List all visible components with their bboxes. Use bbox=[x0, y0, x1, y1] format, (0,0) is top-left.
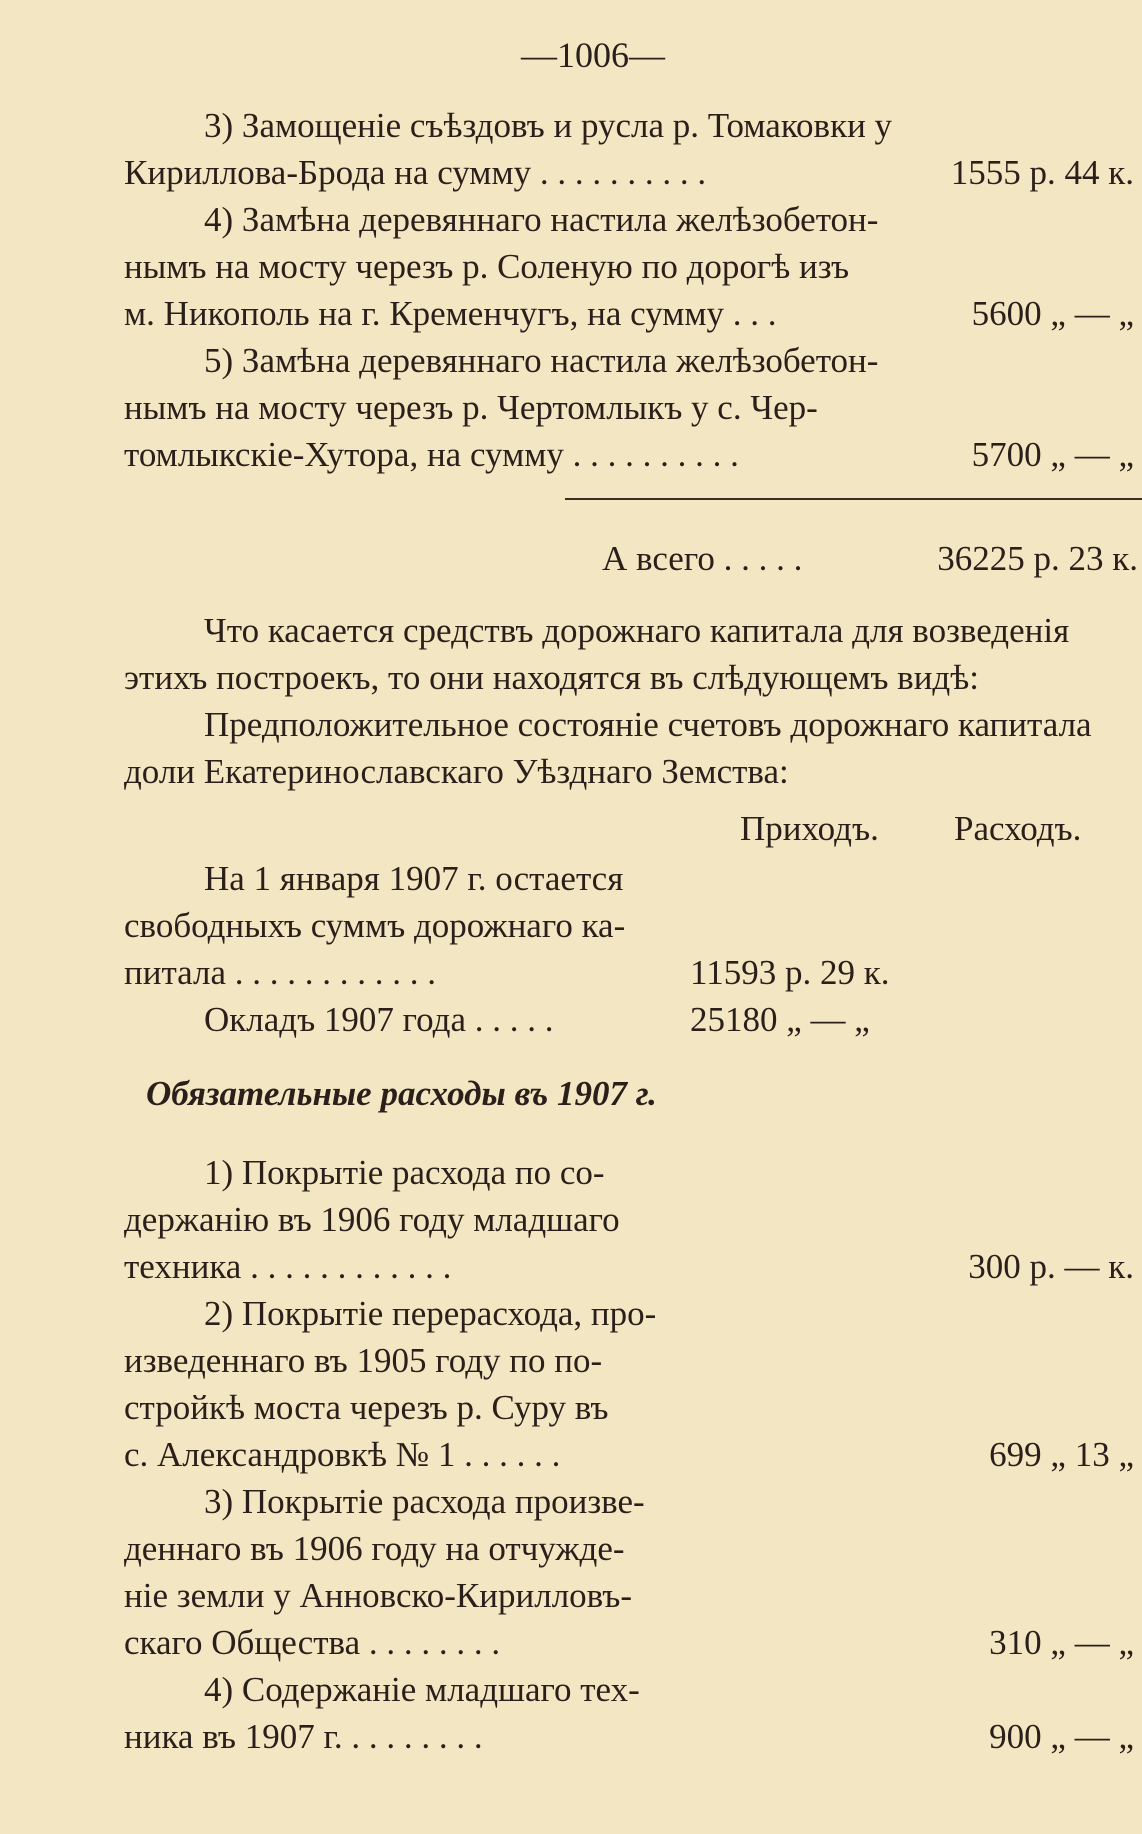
total-label: А всего . . . . . bbox=[602, 539, 803, 578]
item-5-line-1: 5) Замѣна деревяннаго настила желѣзобетон- bbox=[204, 341, 879, 380]
expense-3-line-4: скаго Общества . . . . . . . . bbox=[124, 1623, 501, 1662]
expense-3-line-1: 3) Покрытіе расхода произве- bbox=[204, 1482, 645, 1521]
section-heading: Обязательные расходы въ 1907 г. bbox=[146, 1074, 657, 1113]
expense-1-line-3: техника . . . . . . . . . . . . bbox=[124, 1247, 452, 1286]
expense-2-line-3: стройкѣ моста черезъ р. Суру въ bbox=[124, 1388, 609, 1427]
expense-2-line-1: 2) Покрытіе перерасхода, про- bbox=[204, 1294, 657, 1333]
balance-line-2: свободныхъ суммъ дорожнаго ка- bbox=[124, 906, 626, 945]
total-amount: 36225 р. 23 к. bbox=[937, 539, 1138, 578]
paragraph-2-line-1: Предположительное состояніе счетовъ дорожнаго капитала bbox=[204, 705, 1092, 744]
item-4-line-3: м. Никополь на г. Кременчугъ, на сумму . . . bbox=[124, 294, 777, 333]
item-3-line-1: 3) Замощеніе съѣздовъ и русла р. Томаковки у bbox=[204, 106, 893, 145]
expense-3-line-3: ніе земли у Анновско-Кирилловъ- bbox=[124, 1576, 633, 1615]
item-3-amount: 1555 р. 44 к. bbox=[950, 153, 1134, 192]
balance-amount: 11593 р. 29 к. bbox=[690, 953, 890, 992]
balance-line-1: На 1 января 1907 г. остается bbox=[204, 859, 624, 898]
item-5-amount: 5700 „ — „ bbox=[971, 435, 1134, 474]
allocation-line: Окладъ 1907 года . . . . . bbox=[204, 1000, 554, 1039]
item-5-line-2: нымъ на мосту черезъ р. Чертомлыкъ у с. Чер- bbox=[124, 388, 818, 427]
expense-3-amount: 310 „ — „ bbox=[989, 1623, 1134, 1662]
expense-4-line-2: ника въ 1907 г. . . . . . . . . bbox=[124, 1717, 483, 1756]
paragraph-2-line-2: доли Екатеринославскаго Уѣзднаго Земства: bbox=[124, 752, 789, 791]
item-5-line-3: томлыкскіе-Хутора, на сумму . . . . . . . . . . bbox=[124, 435, 739, 474]
expense-3-line-2: деннаго въ 1906 году на отчужде- bbox=[124, 1529, 625, 1568]
expense-column-header: Расходъ. bbox=[954, 809, 1082, 848]
page-number: —1006— bbox=[521, 35, 665, 75]
item-4-line-2: нымъ на мосту черезъ р. Соленую по дорогѣ изъ bbox=[124, 247, 850, 286]
expense-1-amount: 300 р. — к. bbox=[968, 1247, 1134, 1286]
expense-1-line-2: держанію въ 1906 году младшаго bbox=[124, 1200, 620, 1239]
income-column-header: Приходъ. bbox=[740, 809, 879, 848]
paragraph-1-line-1: Что касается средствъ дорожнаго капитала для возведенія bbox=[204, 611, 1070, 650]
allocation-amount: 25180 „ — „ bbox=[690, 1000, 870, 1039]
item-4-line-1: 4) Замѣна деревяннаго настила желѣзобетон- bbox=[204, 200, 879, 239]
paragraph-1-line-2: этихъ построекъ, то они находятся въ слѣдующемъ видѣ: bbox=[124, 658, 979, 697]
item-3-line-2: Кириллова-Брода на сумму . . . . . . . . . . bbox=[124, 153, 707, 192]
expense-2-amount: 699 „ 13 „ bbox=[989, 1435, 1134, 1474]
balance-line-3: питала . . . . . . . . . . . . bbox=[124, 953, 437, 992]
expense-4-line-1: 4) Содержаніе младшаго тех- bbox=[204, 1670, 640, 1709]
expense-4-amount: 900 „ — „ bbox=[989, 1717, 1134, 1756]
item-4-amount: 5600 „ — „ bbox=[971, 294, 1134, 333]
expense-1-line-1: 1) Покрытіе расхода по со- bbox=[204, 1153, 605, 1192]
total-rule bbox=[565, 498, 1142, 500]
expense-2-line-2: изведеннаго въ 1905 году по по- bbox=[124, 1341, 603, 1380]
expense-2-line-4: с. Александровкѣ № 1 . . . . . . bbox=[124, 1435, 561, 1474]
